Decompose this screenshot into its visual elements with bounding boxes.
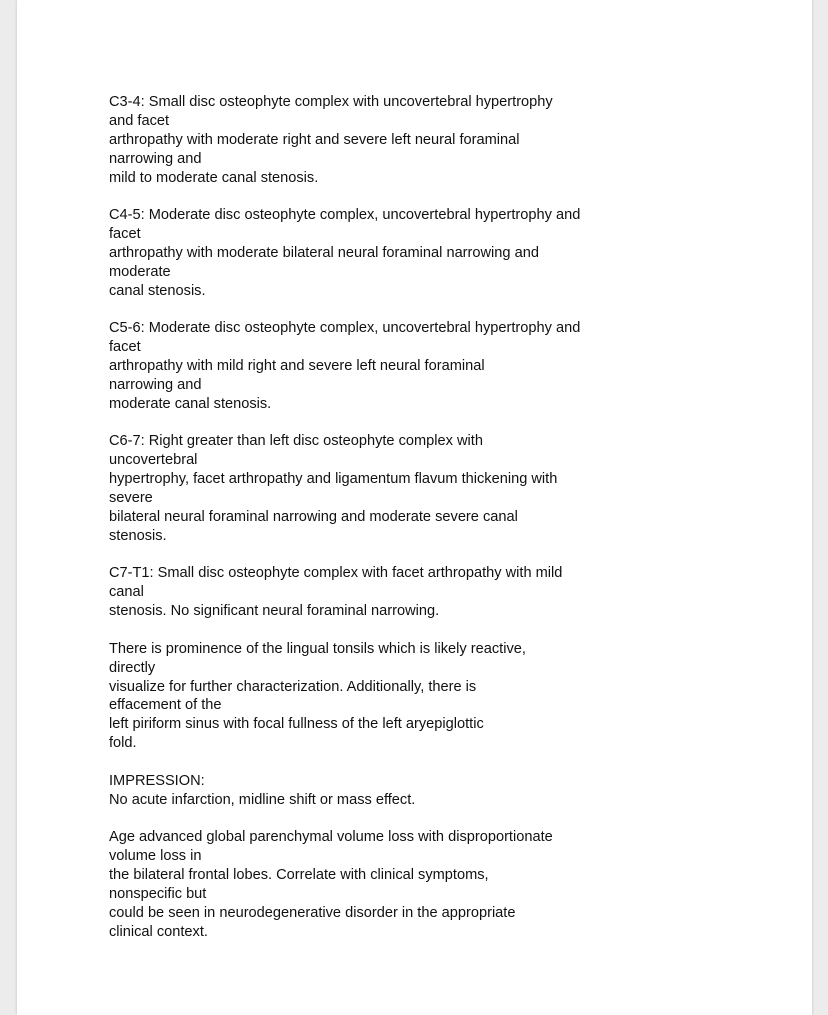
text-line: C6-7: Right greater than left disc osteophyte complex with: [109, 433, 483, 450]
text-line: facet: [109, 226, 141, 243]
text-line: Age advanced global parenchymal volume loss with disproportionate: [109, 829, 553, 846]
text-line: facet: [109, 339, 141, 356]
text-line: C5-6: Moderate disc osteophyte complex, uncovertebral hypertrophy and: [109, 320, 581, 337]
paragraph-volume-loss: [109, 828, 649, 941]
text-line: narrowing and: [109, 376, 202, 393]
text-line: stenosis.: [109, 527, 167, 544]
text-line: narrowing and: [109, 150, 202, 167]
text-line: left piriform sinus with focal fullness of the left aryepiglottic: [109, 716, 484, 733]
paragraph-c4-5: [109, 206, 649, 301]
text-line: canal stenosis.: [109, 282, 206, 299]
text-line: severe: [109, 490, 153, 507]
impression-heading: IMPRESSION:: [109, 772, 205, 789]
text-line: effacement of the: [109, 697, 222, 714]
text-line: arthropathy with moderate right and severe left neural foraminal: [109, 131, 520, 148]
text-line: volume loss in: [109, 848, 202, 865]
paragraph-c6-7: [109, 432, 649, 545]
text-line: could be seen in neurodegenerative disorder in the appropriate: [109, 904, 516, 921]
text-line: clinical context.: [109, 923, 208, 940]
text-line: directly: [109, 659, 156, 676]
text-line: and facet: [109, 112, 170, 129]
report-body: [109, 93, 649, 960]
text-line: mild to moderate canal stenosis.: [109, 169, 319, 186]
paragraph-impression: [109, 772, 649, 810]
text-line: No acute infarction, midline shift or mass effect.: [109, 791, 416, 808]
text-line: visualize for further characterization. Additionally, there is: [109, 678, 477, 695]
text-line: There is prominence of the lingual tonsils which is likely reactive,: [109, 640, 526, 657]
paragraph-c7-t1: [109, 564, 649, 621]
text-line: bilateral neural foraminal narrowing and moderate severe canal: [109, 509, 518, 525]
text-line: C4-5: Moderate disc osteophyte complex, uncovertebral hypertrophy and: [109, 207, 581, 224]
text-line: stenosis. No significant neural foraminal narrowing.: [109, 603, 440, 620]
text-line: hypertrophy, facet arthropathy and ligamentum flavum thickening with: [109, 471, 558, 488]
text-line: the bilateral frontal lobes. Correlate with clinical symptoms,: [109, 866, 489, 883]
document-page: [17, 0, 812, 1015]
paragraph-lingual-tonsils: [109, 640, 649, 753]
text-line: nonspecific but: [109, 885, 207, 902]
text-line: arthropathy with mild right and severe left neural foraminal: [109, 358, 485, 375]
text-line: C7-T1: Small disc osteophyte complex with facet arthropathy with mild: [109, 565, 563, 582]
text-line: moderate canal stenosis.: [109, 395, 272, 412]
text-line: canal: [109, 584, 144, 601]
text-line: arthropathy with moderate bilateral neural foraminal narrowing and: [109, 244, 539, 261]
paragraph-c3-4: [109, 93, 649, 188]
text-line: fold.: [109, 735, 137, 752]
text-line: C3-4: Small disc osteophyte complex with uncovertebral hypertrophy: [109, 94, 553, 110]
text-line: uncovertebral: [109, 452, 198, 469]
text-line: moderate: [109, 263, 171, 280]
paragraph-c5-6: [109, 319, 649, 414]
